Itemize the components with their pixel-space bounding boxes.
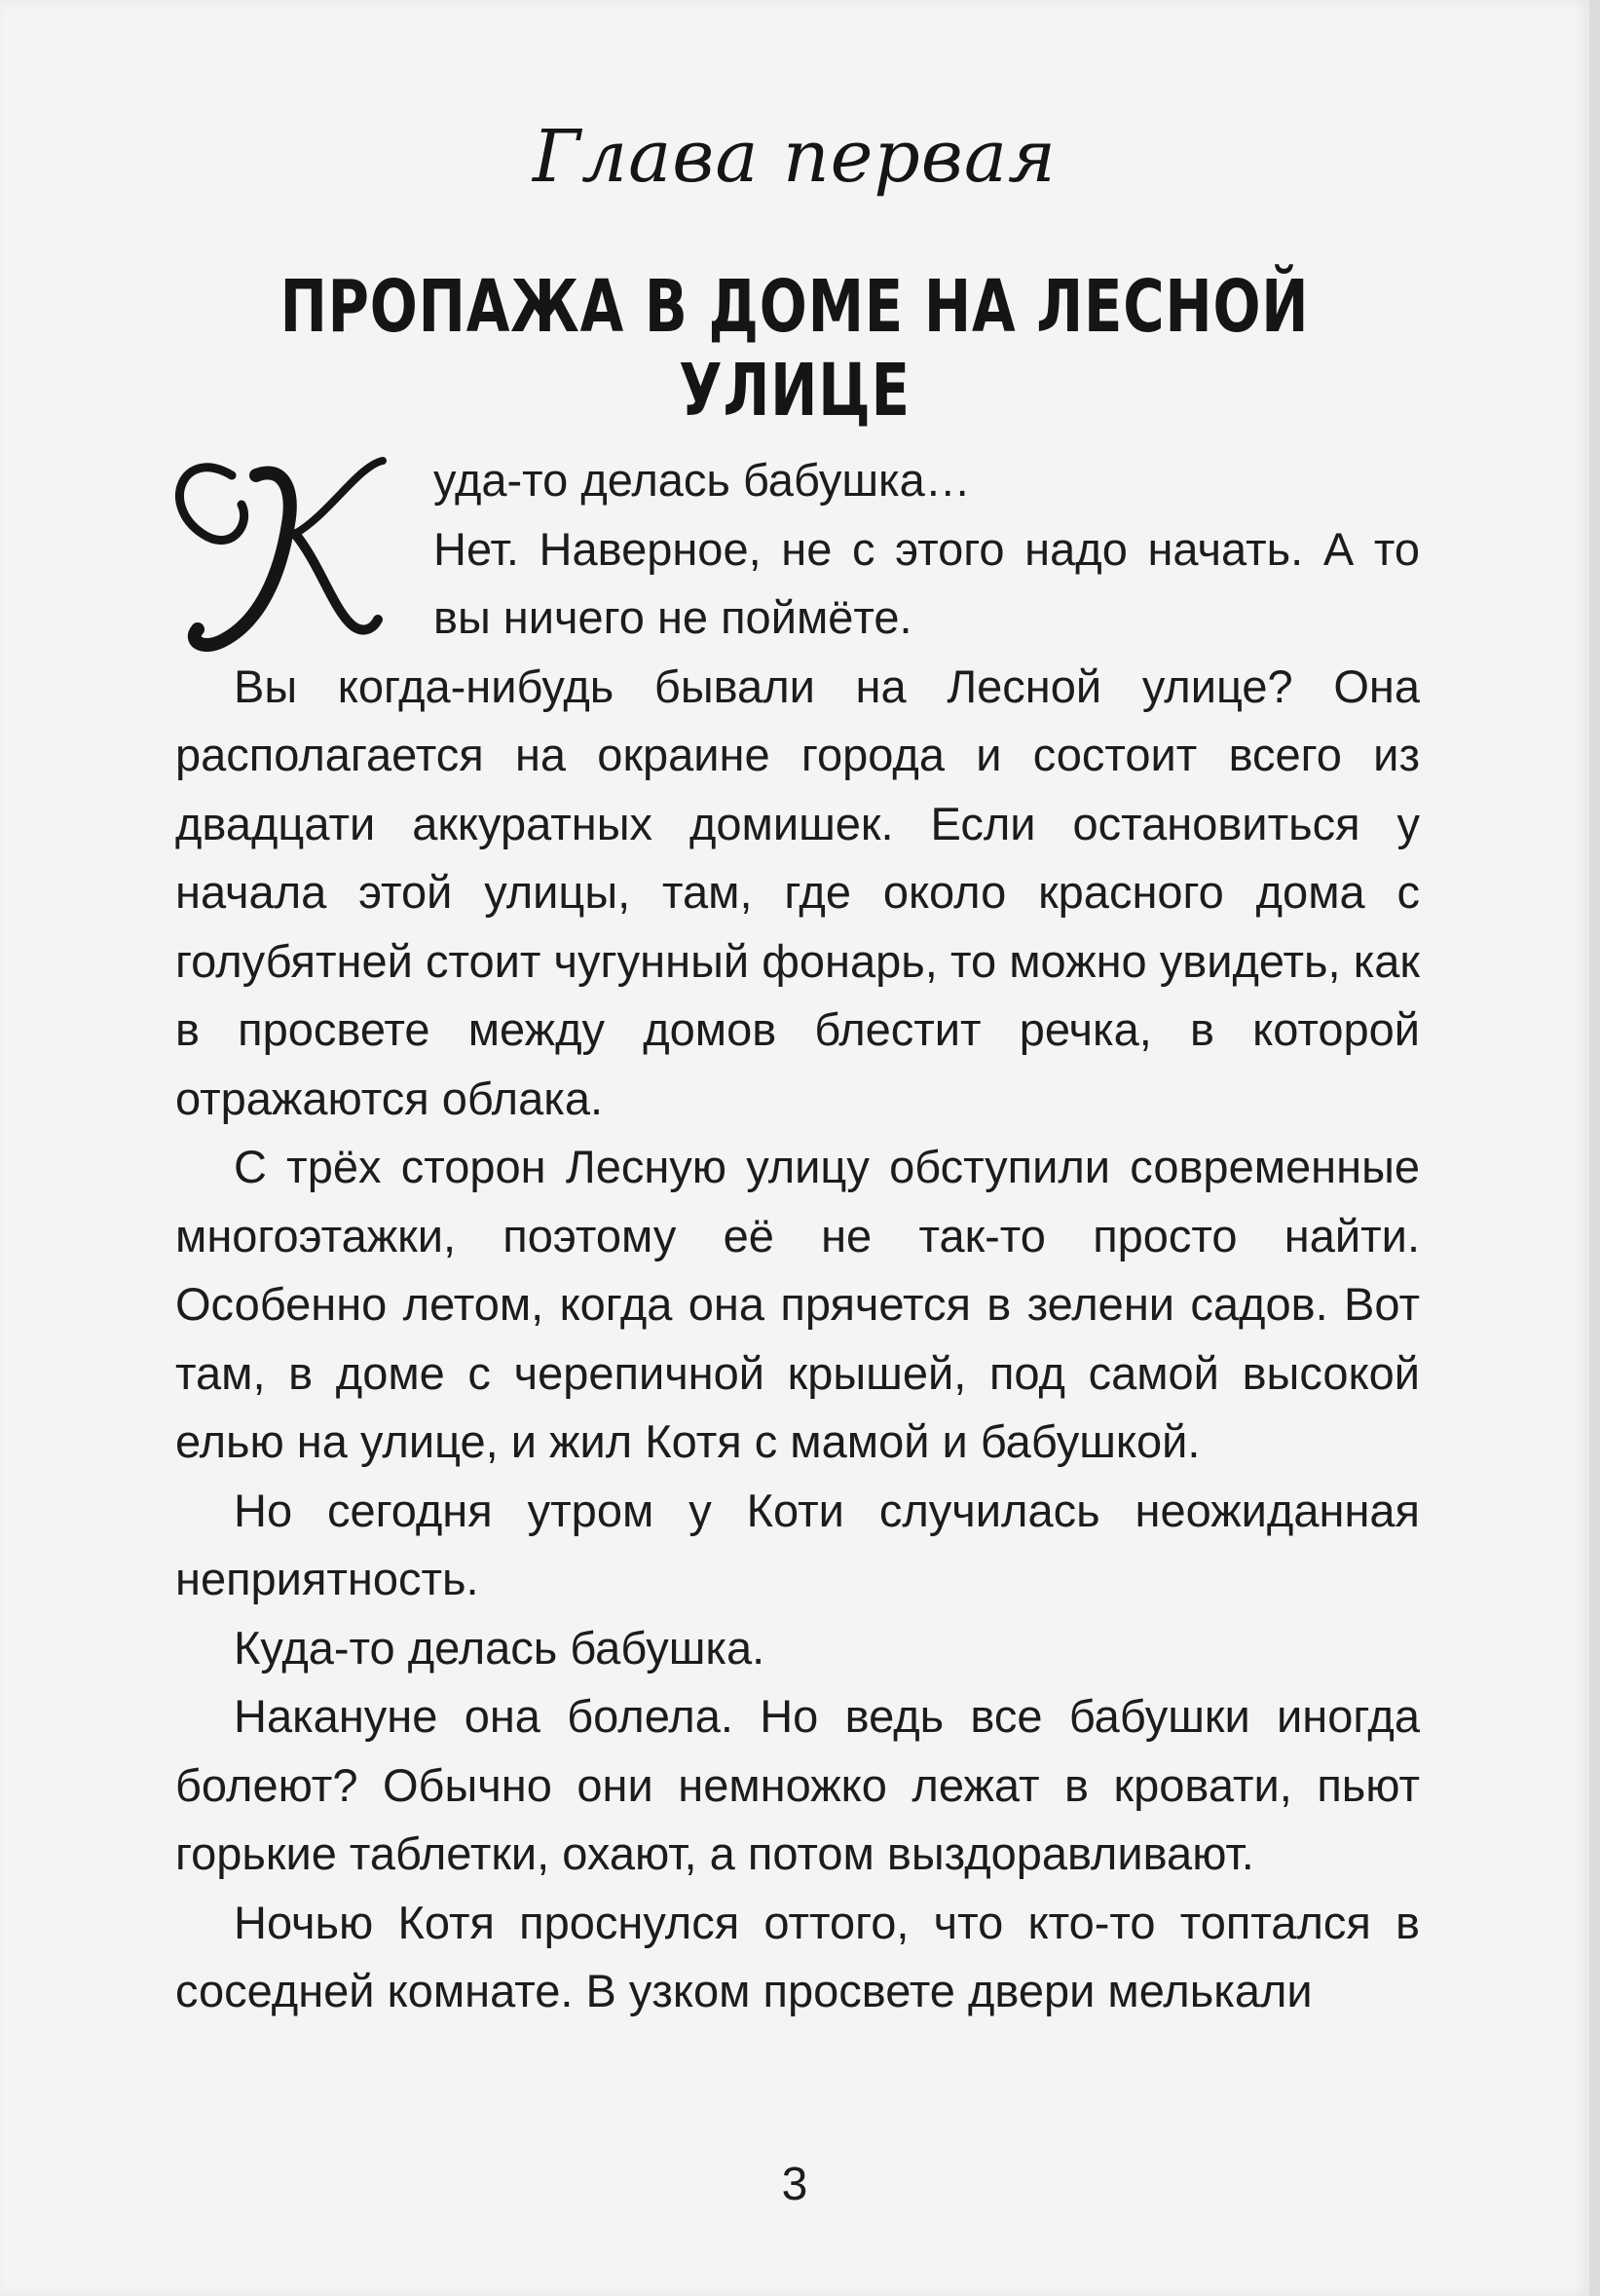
paragraph: Накануне она болела. Но ведь все бабушки иногда болеют? Обычно они немножко лежат в кровати, пьют горькие таблетки, охают, а потом выздоравливают. bbox=[175, 1690, 1420, 1879]
paragraph: С трёх сторон Лесную улицу обступили современные многоэтажки, поэтому её не так-то просто найти. Особенно летом, когда она прячется в зелени садов. Вот там, в доме с черепичной крышей, под самой высокой елью на улице, и жил Котя с мамой и бабушкой. bbox=[175, 1141, 1420, 1467]
paragraph: уда-то делась бабушка… bbox=[433, 454, 971, 506]
paragraph: Куда-то делась бабушка. bbox=[234, 1621, 765, 1674]
paragraph: Нет. Наверное, не с этого надо начать. А то вы ничего не поймёте. bbox=[433, 522, 1420, 643]
chapter-title: ПРОПАЖА В ДОМЕ НА ЛЕСНОЙ УЛИЦЕ bbox=[279, 265, 1310, 433]
paragraph: Ночью Котя проснулся оттого, что кто-то топтался в соседней комнате. В узком просвете двери мелькали bbox=[175, 1896, 1420, 2016]
page-edge bbox=[1589, 0, 1600, 2296]
paragraph: Но сегодня утром у Коти случилась неожиданная неприятность. bbox=[175, 1484, 1420, 1604]
page-number: 3 bbox=[781, 2159, 808, 2210]
paragraph: Вы когда-нибудь бывали на Лесной улице? Она располагается на окраине города и состоит всего из двадцати аккуратных домишек. Если остановиться у начала этой улицы, там, где около красного дома с голубятней стоит чугунный фонарь, то можно увидеть, как в просвете между домов блестит речка, в которой отражаются облака. bbox=[175, 659, 1420, 1124]
chapter-label: Глава первая bbox=[533, 115, 1057, 199]
body-text bbox=[175, 446, 1420, 2026]
